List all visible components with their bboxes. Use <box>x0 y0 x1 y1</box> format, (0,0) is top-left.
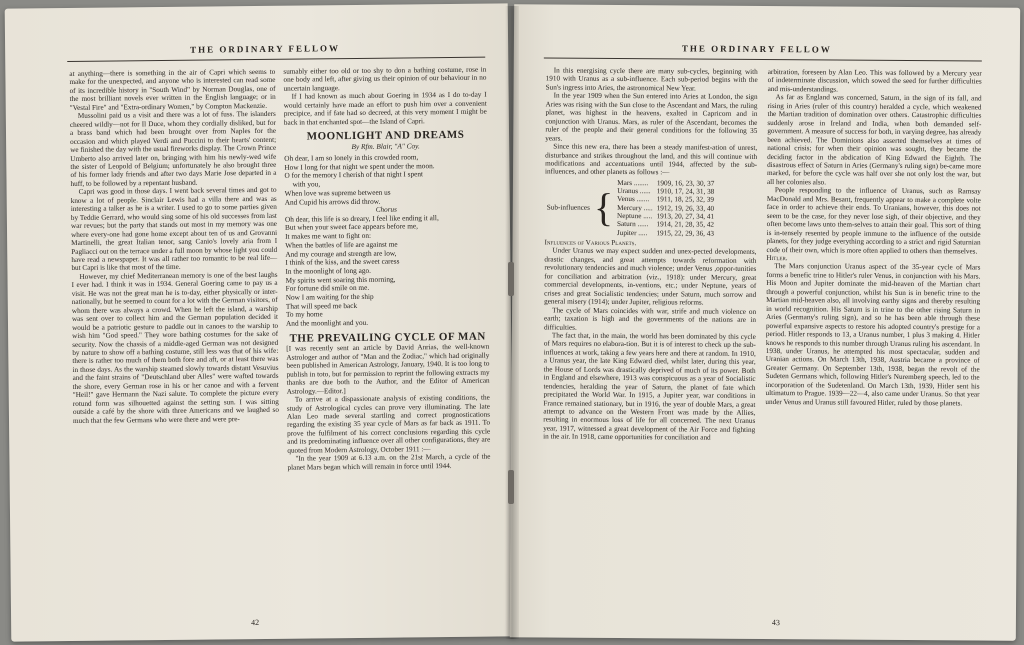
brace-glyph: { <box>593 184 614 230</box>
table-cell: Saturn ...... <box>616 220 649 229</box>
paragraph: To arrive at a dispassionate analysis of existing conditions, the study of Astrological cycles can prove very illuminating. The late Alan Leo made several startling and correct prognostications regarding the existing 35 year cycle of Mars as far back as 1911. To prove the fulfilment of his correct conclusions regarding this cycle and its predominating influence over all other configurations, they are quoted from Modern Astrology, October 1911 :— <box>286 393 491 455</box>
page-number-right: 43 <box>771 618 780 628</box>
poem-line: It makes me want to fight on: <box>285 230 372 241</box>
table-cell: 1912, 19, 26, 33, 40 <box>656 204 715 213</box>
poem-line: For fortune did smile on me. <box>285 283 370 294</box>
paragraph: at anything—there is something in the air of Capri which seems to make for the unexpected, and anyone who is interested can read some of its incredible history in "South Wind" by Norman Douglas, one of the most brilliant novels ever written in the English language; or in "Vestal Fire" and "Extra-ordinary Women," by Compton Mackenzie. <box>69 67 276 112</box>
paragraph: "In the year 1909 at 6.13 a.m. on the 21st March, a cycle of the planet Mars began which will remain in force until 1944. <box>287 452 491 472</box>
running-header-right: THE ORDINARY FELLOW <box>681 43 832 55</box>
poem-line: And the moonlight and you. <box>285 318 369 328</box>
right-column-1 <box>542 66 758 615</box>
paragraph: Mussolini paid us a visit and there was a lot of fuss. The islanders cheered wildly—not for Il Duce, whom they cordially disliked, but for a brass band which had been brought over from Naples for the occasion and which played Verdi and Puccini to their hearts' content; we finished the day with the usual fireworks display. The Crown Prince Umberto also arrived later on, bringing with him his newly-wed wife the sister of Leopold of Belgium; unfortunately he also brought three of his former lady friends and after two days Marie Jose departed in a huff, to be followed by a repentant husband. <box>69 110 277 188</box>
poem-line: I think of the kiss, and the sweet caress <box>285 256 400 267</box>
table-cell: Venus ....... <box>617 195 650 204</box>
poem-line: How I long for that night we spent under the moon. <box>284 160 435 172</box>
paragraph: However, my chief Mediterranean memory is one of the best laughs I ever had. I think it was in 1934. General Goering came to pay us a visit. He was not the great man he is to-day, either physically or inter-nationally, but he seemed to count for a lot with the German visitors, of whom there was always a crowd. When he left the island, a warship was sent over to collect him and the German population decided it would be a patriotic gesture to paddle out in canoes to the warship to wish him "God speed." They wore bathing costumes for the sake of security. Now the chassis of a middle-aged German was not designed by nature to show off a bathing costume, still less was that of his wife: there is rather too much of them both fore and aft, or at least there was in those days. As the warship steamed slowly towards distant Vesuvius and the faint strains of "Deutschland uber Alles" were wafted towards the shore, every German rose in his or her canoe and with a fervent "Heil!" gave Hermann the Nazi salute. To complete the picture every rotund form was silhouetted against the setting sun. I was sitting outside a café by the shore with three Americans and we laughed so much that the few Germans who were there and were pre- <box>71 270 279 425</box>
paragraph: Capri was good in those days. I went back several times and got to know a lot of people. Sinclair Lewis had a villa there and was as interesting a talker as he is a writer. I used to go to some parties given by Teddie Gerrard, who would sing some of his old successes from last war revues; but the party that stands out most in my memory was one where every-one had gone home except about ten of us and Grovanni Martinelli, the great Italian tenor, sang Canio's lovely aria from I Pagliacci out on the terrace under a full moon by whose light you could have read a newspaper. It was all rather too romantic to be real life—but Capri is like that most of the time. <box>70 186 278 273</box>
paragraph: The Mars conjunction Uranus aspect of the 35-year cycle of Mars forms a benefic trine to Hitler's ruler Venus, in conjunction with his Mars. His Moon and Jupiter dominate the mid-heaven of the Martian chart through a powerful conjunction, whilst his Sun is in benefic trine to the Martian mid-heaven also, all involving earthy signs and thereby resulting in world recognition. His Saturn is in trine to the other rising Saturn in Aries (Germany's ruling sign), and so he has been able through these powerful expansive aspects to restore his adopted country's prestige for a period. Hitler responds to 13, a Uranus number, 1 plus 3 making 4. Hitler knows he responds to this number through Uranus ruling his ascendant. In 1938, under Uranus, he attempted his most spectacular, sudden and Uranian actions. On March 13th, 1938, Austria became a province of Greater Germany. On September 13th, 1938, began the revolt of the Sudeten Germans which, following Hitler's Nuremberg speech, led to the incorporation of the Sudetenland. On March 13th, 1939, Hitler sent his ultimatum to Prague. 1939—22—4, also came under Uranus. So that year under Venus and Uranus still favoured Hitler, ruled by those planets. <box>765 262 981 408</box>
header-rule-left <box>67 57 485 62</box>
table-cell: Uranus ...... <box>617 187 651 196</box>
header-rule-right <box>544 57 982 61</box>
left-page <box>5 3 515 641</box>
table-cell: Mars ........ <box>617 178 649 188</box>
poem-line: Now I am waiting for the ship <box>285 291 374 302</box>
paragraph: The cycle of Mars coincides with war, strife and much violence on earth; taxation is high and the governments of the nations are in difficulties. <box>543 306 757 332</box>
poem-line: And Cupid his arrows did throw. <box>284 196 381 207</box>
staple <box>508 470 514 504</box>
poem-byline: By Rfm. Blair, "A" Coy. <box>351 140 420 151</box>
poem-verse-2 <box>285 213 489 328</box>
running-header-left: THE ORDINARY FELLOW <box>190 43 341 55</box>
table-cell: Jupiter ..... <box>616 228 648 237</box>
poem-line: And my courage and strength are low, <box>285 248 397 259</box>
table-cell: 1910, 17, 24, 31, 38 <box>656 187 715 196</box>
poem-line: But when your sweet face appears before me, <box>284 221 418 233</box>
right-page <box>510 4 1020 641</box>
table-cell: 1915, 22, 29, 36, 43 <box>656 228 715 238</box>
page-number-left: 42 <box>251 618 260 628</box>
table-cell: 1911, 18, 25, 32, 39 <box>656 195 714 205</box>
section-subheading: Influences of Various Planets. <box>544 238 637 248</box>
sub-influences-table <box>545 178 717 237</box>
staple <box>508 262 514 296</box>
article-title: THE PREVAILING CYCLE OF MAN <box>289 330 486 345</box>
paragraph: arbitration, foreseen by Alan Leo. This was followed by a Mercury year of indeterminate discussion, which sowed the seed for further difficulties and mis-understandings. <box>767 68 982 94</box>
table-cell: Neptune ..... <box>617 212 653 221</box>
poem-verse-1 <box>284 153 488 207</box>
paragraph: Since this new era, there has been a steady manifest-ation of unrest, disturbance and strikes throughout the land, and this will continue with modifications and accentuations until 1944, affected by the sub-influences, and other planets as follows :— <box>545 142 758 177</box>
poem-line: My spirits went soaring this morning, <box>285 274 396 285</box>
paragraph: People responding to the influence of Uranus, such as Ramsay MacDonald and Mrs. Besant, frequently appear to make a complete volte face in order to achieve their ends. To Uranians, however, this does not seem to be the case, for they never lose sigh, of their objective, and they often become laws unto them-selves to attain their goal. This sort of thing is in-tensely resented by people immune to the influence of the outside planets, for they judge everything according to a strict and rigid Saturnian code of their own, which is more often applied to others than themselves. <box>766 186 981 255</box>
table-cell: 1909, 16, 23, 30, 37 <box>656 179 715 188</box>
paragraph: In the year 1909 when the Sun entered into Aries at London, the sign Aries was rising with the Sun close to the Ascendant and Mars, the ruling planet, was highest in the heavens, exalted in Capricorn and in conjunction with Uranus. Mars, as ruler of the Ascendant, becomes the ruler of the people and their general conditions for the following 35 years. <box>545 91 758 143</box>
paragraph: [I was recently sent an article by David Anrias, the well-known Astrologer and author of "Man and the Zodiac," which had originally been published in American Astrology, January, 1940. It is too long to publish in toto, but for permission to reprint the following extracts my thanks are due both to the Author, and the Editor of American Astrology.—Editor.] <box>286 342 490 396</box>
left-column-1 <box>69 68 281 618</box>
paragraph: If I had known as much about Goering in 1934 as I do to-day I would certainly have made an effort to push him over a convenient precipice, and if fate had so decreed, at this very moment I might be back in that enchanted spot—the Island of Capri. <box>283 90 487 127</box>
section-subheading: Hitler. <box>766 253 788 263</box>
paragraph: The fact that, in the main, the world has been dominated by this cycle of Mars requires no elabora-tion. But it is of interest to check up the sub-influences at work, taking a few years here and there at random. In 1910, a Uranus year, the late King Edward died, whilst later, during this year, the House of Lords was drastically deprived of much of its power. Both in England and elsewhere, 1913 was conspicuous as a year of Socialistic tendencies, heralding the year of Saturn, the planet of fate which precipitated the World War. In 1915, a Jupiter year, war conditions in France remained stationary, but in 1916, the year of double Mars, a great attempt to advance on the Western Front was made by the Allies, resulting in enormous loss of life for all concerned. The next Uranus year, 1917, witnessed a great development of the Air Force and fighting in the air. In 1918, came opportunities for conciliation and <box>543 331 756 443</box>
table-cell: 1913, 20, 27, 34, 41 <box>656 212 715 221</box>
poem-line: That will speed me back <box>285 300 358 311</box>
left-column-2 <box>283 66 492 616</box>
right-column-2 <box>764 68 982 617</box>
poem-line: When the battles of life are against me <box>285 239 398 250</box>
paragraph: sumably either too old or too shy to don a bathing costume, rose in one body and left, after giving us their opinion of our behaviour in no uncertain language. <box>283 65 487 93</box>
poem-line: Oh dear, I am so lonely in this crowded room, <box>284 152 419 163</box>
poem-line: O for the memory I cherish of that night I spent <box>284 169 424 181</box>
paragraph: Under Uranus we may expect sudden and unex-pected developments, drastic changes, and great attempts towards reformation with revolutionary tendencies and much violence; under Venus ,oppor-tunities for conciliation and arbitration (viz., 1918): under Mercury, great commercial developments, in-ventions, etc.; under Neptune, years of crises and great Socialistic tendencies; under Saturn, much sorrow and general misery (1914); under Jupiter, religious reforms. <box>544 246 757 307</box>
poem-line: To my home <box>285 309 323 320</box>
sub-influences-label: Sub-influences <box>546 203 590 212</box>
poem-line: with you, <box>292 179 321 189</box>
book-gutter <box>505 6 519 639</box>
paragraph: In this energising cycle there are many sub-cycles, beginning with 1910 with Uranus as a sub-influence. Each sub-period begins with the Sun's ingress into Aries, the astronomical New Year. <box>545 66 758 93</box>
table-cell: 1914, 21, 28, 35, 42 <box>656 220 715 230</box>
poem-line: Oh dear, this life is so dreary, I feel like ending it all, <box>284 212 439 224</box>
poem-chorus-label: Chorus <box>375 205 397 215</box>
poem-title: MOONLIGHT AND DREAMS <box>306 129 465 143</box>
paragraph: As far as England was concerned, Saturn, in the sign of its fall, and rising in Aries (ruler of this country) heralded a cycle, which weakened the Martian tradition of domination over others. Catastrophic difficulties suddenly arose in Ireland and India, when both demanded self-government. A measure of success for both, in varying degree, has already been achieved. The Dominions also asserted themselves at times of national crisis; for when their opinion was sought, they became the deciding factor in the abdication of King Edward the Eighth. The disastrous effect of Saturn in Aries (Germany's ruling sign) be-came more marked, for before the cycle was half over she not only lost the war, but all her colonies also. <box>766 93 982 187</box>
table-cell: Mercury ..... <box>617 203 653 212</box>
poem-line: In the moonlight of long ago. <box>285 265 372 276</box>
poem-line: When love was supreme between us <box>284 187 391 198</box>
